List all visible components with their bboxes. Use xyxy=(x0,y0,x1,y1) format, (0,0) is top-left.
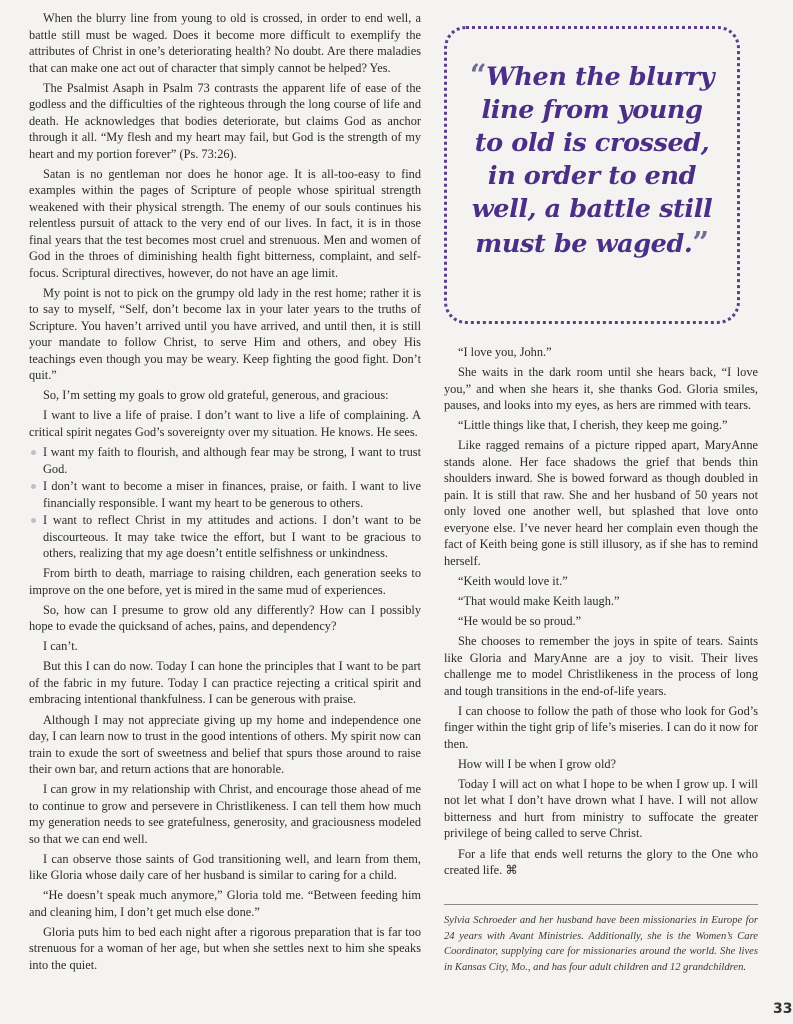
paragraph: My point is not to pick on the grumpy old lady in the rest home; rather it is to say to myself, “Self, don’t become lax in your later years to the truths of Scripture. You haven’t arrived until you have arrived, and until then, it is still your mandate to follow Christ, to serve Him and others, and obey His teachings even though you may be weary. Keep fighting the good fight. Don’t quit.” xyxy=(29,285,421,383)
page-number: 33 xyxy=(773,1001,793,1017)
paragraph: Today I will act on what I hope to be when I grow up. I will not let what I don’t have drown what I have. I will not allow bitterness and hurt from ministry to suffocate the greater privilege of being called to serve Christ. xyxy=(444,776,758,841)
paragraph: I can observe those saints of God transitioning well, and learn from them, like Gloria whose daily care of her husband is similar to caring for a child. xyxy=(29,851,421,883)
goal-item: I want my faith to flourish, and although fear may be strong, I want to trust God. xyxy=(29,444,421,477)
paragraph: Although I may not appreciate giving up my home and independence one day, I can learn now to trust in the good intentions of others. My spirit now can train to exude the sort of sweetness and belief that spurs those around to raise their own bar, and return actions that are honorable. xyxy=(29,712,421,777)
right-column xyxy=(444,344,758,882)
goals-list xyxy=(29,444,421,562)
close-quote-mark: ” xyxy=(692,225,709,259)
bio-divider xyxy=(444,904,758,905)
paragraph: The Psalmist Asaph in Psalm 73 contrasts the apparent life of ease of the godless and the difficulties of the righteous through the long course of life and death. He acknowledges that bodies deteriorate, but claims God as anchor through it all. “My flesh and my heart may fail, but God is the strength of my heart and my portion forever” (Ps. 73:26). xyxy=(29,80,421,161)
paragraph: “Keith would love it.” xyxy=(458,573,568,588)
paragraph: “He doesn’t speak much anymore,” Gloria told me. “Between feeding him and cleaning him, I don’t get much else done.” xyxy=(29,888,421,919)
paragraph: Like ragged remains of a picture ripped apart, MaryAnne stands alone. Her face shadows the grief that bends thin shoulders inward. She is bowed forward as though doubled in pain. It is still that raw. She and her husband of 50 years not only loved one another well, but splashed that love onto everyone else. I’ve never heard her complain even though the fact of Keith being gone is still illusory, as if she has to remind herself. xyxy=(444,438,758,568)
paragraph: For a life that ends well returns the glory to the One who created life. ⌘ xyxy=(444,846,758,878)
paragraph: But this I can do now. Today I can hone the principles that I want to be part of the fabric in my future. Today I can practice rejecting a critical spirit and embracing intentional thankfulness. I can be generous with praise. xyxy=(29,659,421,707)
pull-quote-text: When the blurry line from young to old is crossed, in order to end well, a battle still must be waged. xyxy=(471,62,715,259)
paragraph: “I love you, John.” xyxy=(458,345,552,359)
goal-item: I don’t want to become a miser in finances, praise, or faith. I want to live financially responsible. I want my heart to be generous to others. xyxy=(29,478,421,511)
paragraph: I can grow in my relationship with Christ, and encourage those ahead of me to continue to grow and persevere in Christlikeness. I can tell them how much my generation needs to see gratefulness, generosity, and graciousness modeled so that we can end well. xyxy=(29,782,421,846)
author-bio: Sylvia Schroeder and her husband have been missionaries in Europe for 24 years with Avant Ministries. Additionally, she is the Women’s Care Coordinator, supplying care for missionaries around the world. She lives in Kansas City, Mo., and has four adult children and 12 grandchildren. xyxy=(444,915,758,973)
paragraph: Gloria puts him to bed each night after a rigorous preparation that is far too strenuous for a woman of her age, but when she settles next to him she speaks into the quiet. xyxy=(29,924,421,972)
paragraph: I can’t. xyxy=(43,639,78,654)
paragraph: “Little things like that, I cherish, they keep me going.” xyxy=(458,418,728,433)
paragraph: How will I be when I grow old? xyxy=(458,756,617,771)
paragraph: I want to live a life of praise. I don’t want to live a life of complaining. A critical spirit negates God’s sovereignty over my situation. He knows. He sees. xyxy=(29,408,421,439)
left-column xyxy=(29,10,421,977)
paragraph: So, I’m setting my goals to grow old grateful, generous, and gracious: xyxy=(43,388,389,403)
paragraph: So, how can I presume to grow old any differently? How can I possibly hope to evade the quicksand of aches, pains, and dependency? xyxy=(29,602,421,634)
paragraph: Satan is no gentleman nor does he honor age. It is all-too-easy to find examples within the pages of Scripture of people whose spiritual strength weakened with their physical strength. The enemy of our souls continues his relentless pursuit of attack to the very end of our lives. In fact, it is in those final years that the test becomes most cruel and strenuous. Men and women of God in the throes of diminishing health fight bitterness, complaint, and self-focus. Scriptural directives, however, do not have an age limit. xyxy=(29,166,421,280)
paragraph: I can choose to follow the path of those who look for God’s finger within the tight grip of life’s miseries. I can do it now for then. xyxy=(444,703,759,751)
paragraph: When the blurry line from young to old is crossed, in order to end well, a battle still must be waged. Does it become more difficult to exemplify the attributes of Christ in one’s deteriorating health? No doubt. Are there maladies that can make one act out of character that simply cannot be helped? Yes. xyxy=(29,11,421,75)
paragraph: She waits in the dark room until she hears back, “I love you,” and when she hears it, she thanks God. Gloria smiles, pauses, and looks into my eyes, as hers are rimmed with tears. xyxy=(444,365,758,413)
goal-item: I want to reflect Christ in my attitudes and actions. I don’t want to be discourteous. It may take twice the effort, but I want to be gracious to others, realizing that my age doesn’t entitle selfishness or unkindness. xyxy=(29,512,421,562)
paragraph: From birth to death, marriage to raising children, each generation seeks to improve on the one before, yet is mired in the same mud of experiences. xyxy=(29,566,421,597)
pull-quote-box xyxy=(444,26,740,324)
paragraph: She chooses to remember the joys in spite of tears. Saints like Gloria and MaryAnne are a joy to visit. Their lives challenge me to model Christlikeness in the process of long and tough transitions in the end-of-life years. xyxy=(444,634,758,698)
pull-quote xyxy=(467,59,717,261)
paragraph: “That would make Keith laugh.” xyxy=(458,593,620,608)
open-quote-mark: “ xyxy=(469,58,487,92)
paragraph: “He would be so proud.” xyxy=(458,614,582,629)
